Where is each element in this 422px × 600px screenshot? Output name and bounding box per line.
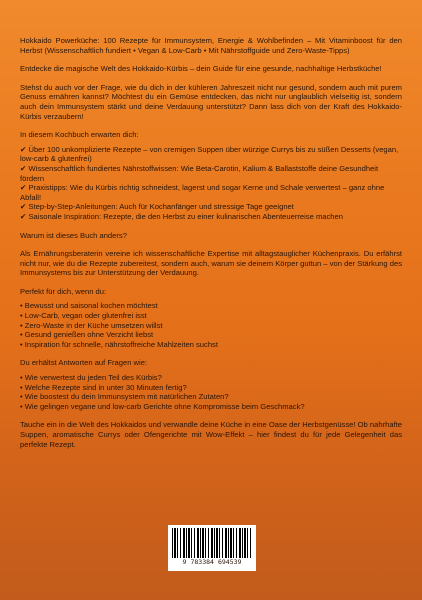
list-item: • Gesund genießen ohne Verzicht liebst <box>20 330 154 340</box>
why-heading: Warum ist dieses Buch anders? <box>20 230 127 240</box>
list-item: ✔ Saisonale Inspiration: Rezepte, die den Herbst zu einer kulinarischen Abenteuerreise machen <box>20 211 343 221</box>
barcode-prefix: 9 <box>182 558 187 566</box>
perfect-heading: Perfekt für dich, wenn du: <box>20 286 107 296</box>
book-title: Hokkaido Powerküche: 100 Rezepte für Immunsystem, Energie & Wohlbefinden – Mit Vitaminboost für den Herbst (Wissenschaftlich fundiert • Vegan & Low-Carb • Mit Nährstoffguide und Zero-Waste-Tipps) <box>20 36 402 55</box>
list-item: • Wie gelingen vegane und low-carb Gerichte ohne Kompromisse beim Geschmack? <box>20 401 305 411</box>
barcode-bars <box>172 528 252 558</box>
expect-heading: In diesem Kochbuch erwarten dich: <box>20 130 139 140</box>
list-item: • Wie verwertest du jeden Teil des Kürbis? <box>20 373 162 383</box>
list-item: ✔ Step-by-Step-Anleitungen: Auch für Kochanfänger und stressige Tage geeignet <box>20 202 294 212</box>
why-text: Als Ernährungsberaterin vereine ich wissenschaftliche Expertise mit alltagstauglicher Küchenpraxis. Du erfährst nicht nur, wie du die Rezepte zubereitest, sondern auch, warum sie deinem Körper guttun – von der Stärkung des Immunsystems bis zur Unterstützung der Verdauung. <box>20 249 402 278</box>
answers-heading: Du erhältst Antworten auf Fragen wie: <box>20 358 148 368</box>
expect-list <box>20 145 402 222</box>
list-item: ✔ Praxistipps: Wie du Kürbis richtig schneidest, lagerst und sogar Kerne und Schale verwertest – ganz ohne Abfall! <box>20 183 385 202</box>
list-item: ✔ Wissenschaftlich fundiertes Nährstoffwissen: Wie Beta-Carotin, Kalium & Ballaststoffe deine Gesundheit fördern <box>20 163 379 183</box>
back-cover-text <box>20 36 402 458</box>
intro-text: Entdecke die magische Welt des Hokkaido-Kürbis – dein Guide für eine gesunde, nachhaltige Herbstküche! <box>20 64 382 74</box>
barcode-number <box>172 558 252 567</box>
barcode-group-2: 694539 <box>217 558 242 566</box>
isbn-barcode <box>168 525 256 571</box>
perfect-list <box>20 301 402 349</box>
list-item: • Wie boostest du dein Immunsystem mit natürlichen Zutaten? <box>20 392 229 402</box>
closing-text: Tauche ein in die Welt des Hokkaidos und verwandle deine Küche in eine Oase der Herbstgenüsse! Ob nahrhafte Suppen, aromatische Currys oder Ofengerichte mit Wow-Effekt – hier findest du für jede Gelegenheit das perfekte Rezept. <box>20 420 402 449</box>
question-text: Stehst du auch vor der Frage, wie du dich in der kühleren Jahreszeit nicht nur gesund, sondern auch mit purem Genuss ernähren kannst? Möchtest du ein Gemüse entdecken, das nicht nur unglaublich vielseitig ist, sondern auch dein Immunsystem stärkt und deine Verdauung unterstützt? Dann lass dich von der Kraft des Hokkaido-Kürbis verzaubern! <box>20 82 402 121</box>
list-item: • Welche Rezepte sind in unter 30 Minuten fertig? <box>20 382 187 392</box>
list-item: • Inspiration für schnelle, nährstoffreiche Mahlzeiten suchst <box>20 339 218 349</box>
barcode-group-1: 783384 <box>190 558 214 566</box>
list-item: ✔ Über 100 unkomplizierte Rezepte – von cremigen Suppen über würzige Currys bis zu süßen Desserts (vegan, low-carb & glutenfrei) <box>20 144 399 164</box>
answers-list <box>20 373 402 411</box>
list-item: • Bewusst und saisonal kochen möchtest <box>20 301 158 311</box>
list-item: • Zero-Waste in der Küche umsetzen willst <box>20 320 163 330</box>
list-item: • Low-Carb, vegan oder glutenfrei isst <box>20 311 147 321</box>
